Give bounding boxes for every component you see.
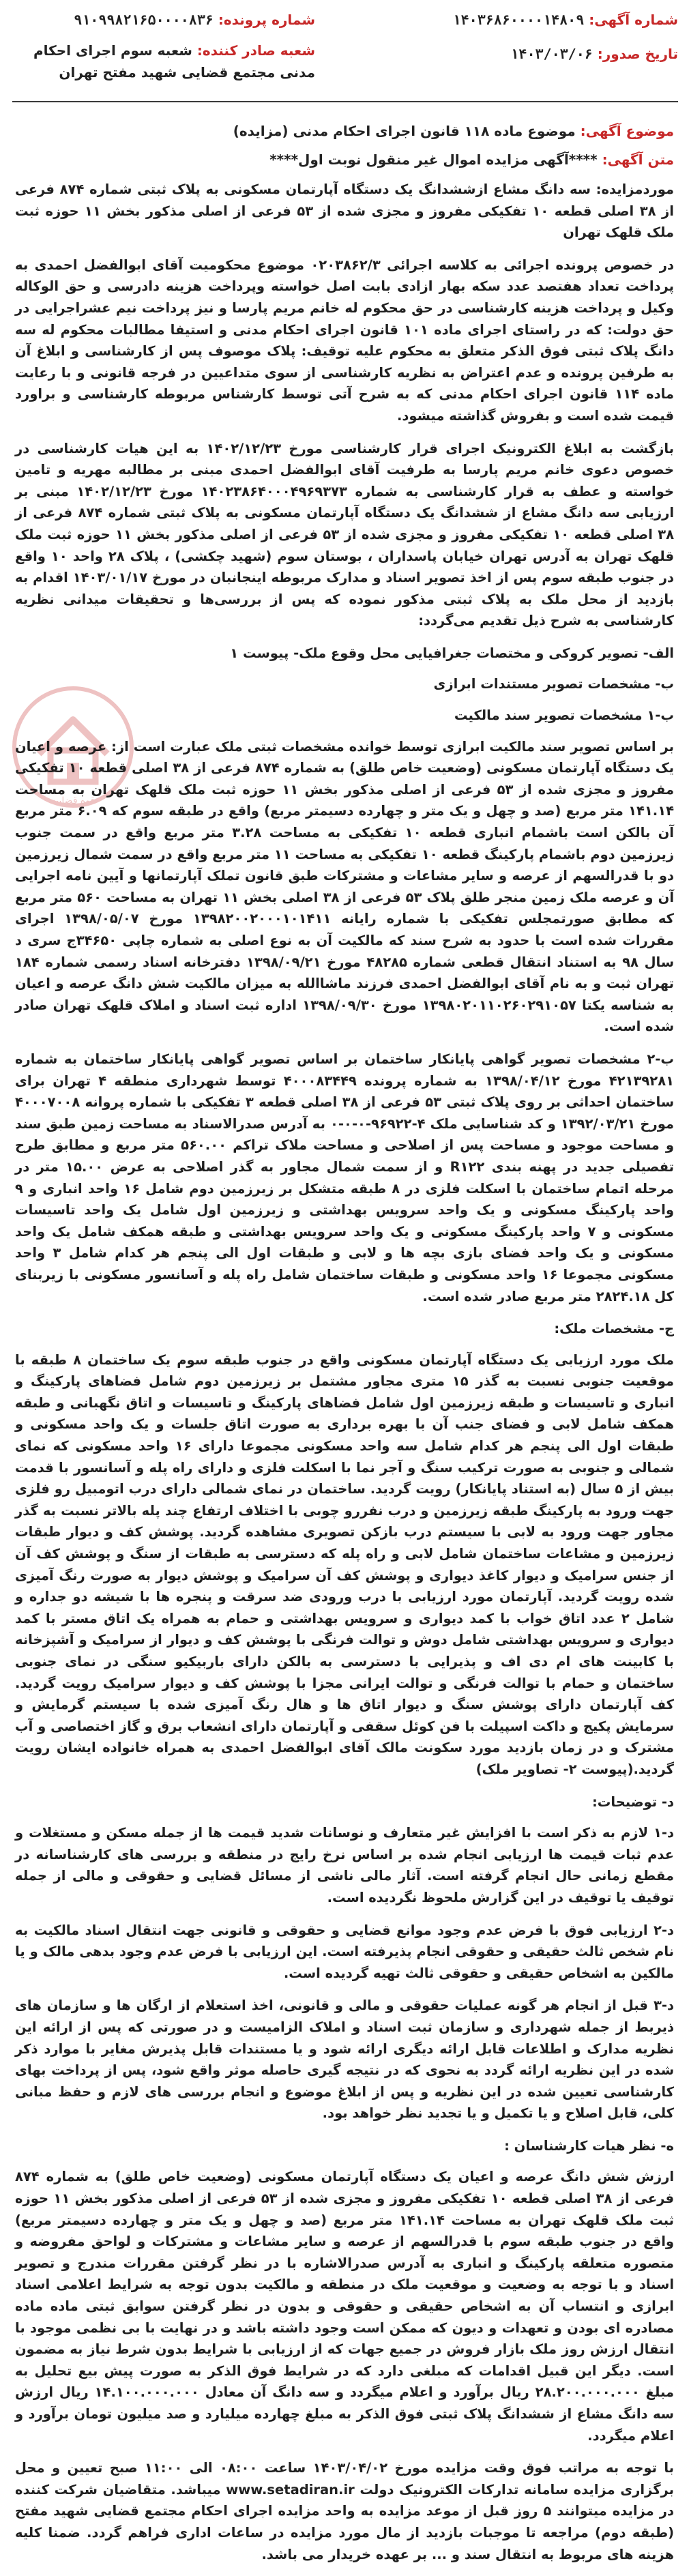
section-property-heading: ج- مشخصات ملک: [554,1321,674,1337]
paragraph-note-2: د-۲ ارزیابی فوق با فرض عدم وجود موانع قضایی و حقوقی و قانونی جهت انتقال اسناد مالکیت به نام شخص ثالث حقیقی و حقوقی انجام پذیرفته است. این ارزیابی با فرض عدم وجود بدهی مالک و یا مالکین به اشخاص حقیقی و حقوقی ثالث تهیه گردیده است. [15,1922,674,1981]
paragraph-property-details: ملک مورد ارزیابی یک دستگاه آپارتمان مسکونی واقع در جنوب طبقه سوم یک ساختمان ۸ طبقه با موقعیت جنوبی نسبت به گذر ۱۵ متری مجاور مشتمل بر زیرزمین دوم شامل فضاهای پارکینگ و انباری و تاسیسات و طبقه زیرزمین اول شامل فضاهای پارکینگ و تاسیسات و اتاق نگهبانی و طبقه همکف شامل لابی و فضای جنب آن با بهره برداری به صورت اتاق جلسات و یک واحد مسکونی و طبقات اول الی پنجم هر کدام شامل سه واحد مسکونی مجموعا دارای ۱۶ واحد مسکونی که نمای شمالی و جنوبی به صورت ترکیب سنگ و آجر نما با اسکلت فلزی و دارای راه پله و آسانسور با قدمت بیش از ۵ سال (به استناد پایانکار) رویت گردید. ساختمان در نمای شمالی دارای درب اتومبیل رو فلزی جهت ورود به پارکینگ طبقه زیرزمین و درب نفررو چوبی با اختلاف ارتفاع چند پله بالاتر نسبت به گذر مجاور جهت ورود به لابی با سیستم درب بازکن تصویری مشاهده گردید. پوشش کف و دیوار طبقات زیرزمین و مشاعات ساختمان شامل لابی و راه پله که دسترسی به طبقات از سنگ و پوشش کف آن از جنس سرامیک و دیوار کاغذ دیواری و پوشش کف آن سرامیک و پوشش دیوار به صورت رنگ آمیزی شده رویت گردید. آپارتمان مورد ارزیابی با درب ورودی ضد سرقت و پنجره ها با شیشه دو جداره و شامل ۲ عدد اتاق خواب با کمد دیواری و سرویس بهداشتی و حمام به همراه یک اتاق مستر با کمد دیواری و سرویس بهداشتی شامل دوش و توالت فرنگی با پوشش کف و دیوار از سرامیک و آشپزخانه با کابینت های ام دی اف و پذیرایی با دسترسی به بالکن دارای باربیکیو سنگی در نمای جنوبی ساختمان و حمام با توالت فرنگی و توالت ایرانی مجزا با پوشش کف و دیوار سرامیک رویت گردید. کف آپارتمان دارای پوشش سنگ و دیوار اتاق ها و هال رنگ آمیزی شده با سیستم گرمایش و سرمایش پکیج و داکت اسپیلت با فن کوئل سقفی و آپارتمان دارای انشعاب برق و گاز اختصاصی و آب مشترک و در زمان بازدید مورد سکونت مالک آقای ابوالفضل احمدی به همراه خانواده ایشان رویت گردید.(پیوست ۲- تصاویر ملک) [15,1351,674,1777]
ad-number-label: شماره آگهی: [589,12,678,28]
issue-date-row [357,44,678,64]
case-number-value: ۹۱۰۹۹۸۲۱۶۵۰۰۰۰۸۳۶ [74,12,214,28]
paragraph-valuation: ارزش شش دانگ عرصه و اعیان یک دستگاه آپارتمان مسکونی (وضعیت خاص طلق) به شماره ۸۷۴ فرعی از ۳۸ اصلی قطعه ۱۰ تفکیکی مفروز و مجزی شده از ۵۳ فرعی از اصلی مذکور بخش ۱۱ حوزه ثبت ملک قلهک تهران به مساحت ۱۴۱.۱۴ متر مربع (صد و چهل و یک متر و چهارده دسیمتر مربع) واقع در جنوب طبقه سوم با قدرالسهم از عرصه و سایر مشاعات و مشترکات و لواحق مفروضه و متصوره متعلقه پارکینگ و انباری به آدرس صدرالاشاره با در نظر گرفتن مقررات مندرج و تصویر اسناد و با توجه به وضعیت و موقعیت ملک در منطقه و مالکیت بدون توجه به شرایط اعلامی اسناد ابرازی و انتساب آن به اشخاص حقیقی و حقوقی و بدون در نظر گرفتن سوابق ثبتی ماده ماده مصادره ای بودن و تعهدات و دیون که ممکن است وجود داشته باشد و در نهایت با بی نظمی موجود با انتقال ارزش روز ملک بازار فروش در جمیع جهات که از ارزیابی با شرایط بدون شرط نیاز به مضمون است. دیگر این قبیل اقدامات که مبلغی دارد که در شرایط فوق الذکر به صورت پیش بیع تحلیل به مبلغ ۲۸.۲۰۰.۰۰۰.۰۰۰ ریال برآورد و اعلام میگردد و سه دانگ آن معادل ۱۴.۱۰۰.۰۰۰.۰۰۰ ریال ارزش سه دانگ مشاع از ششدانگ پلاک ثبتی فوق الذکر به مبلغ چهارده میلیارد و صد میلیون تومان برآورد و اعلام میگردد. [15,2169,675,2444]
paragraph-completion-certificate: ب-۲ مشخصات تصویر گواهی پایانکار ساختمان بر اساس تصویر گواهی پایانکار ساختمان به شماره ۴۲۱۳۹۲۸۱ مورخ ۱۳۹۸/۰۴/۱۲ به شماره پرونده ۴۰۰۰۸۳۴۴۹ توسط شهرداری منطقه ۴ تهران برای ساختمان احداثی بر روی پلاک ثبتی ۵۳ فرعی از ۳۸ اصلی قطعه ۳ تفکیکی با شماره پروانه ۴۰۰۰۷۰۰۸ مورخ ۱۳۹۲/۰۳/۲۱ و کد شناسایی ملک ۴-۹۶۹۲۲-۰-۰-۰ به آدرس صدرالاسناد به مساحت زمین طبق سند و مساحت موجود و مساحت پس از اصلاحی و مساحت ملاک تراکم ۵۶۰.۰۰ متر مربع و مطابق طرح تفصیلی جدید در پهنه بندی R۱۲۲ و از سمت شمال مجاور به گذر اصلاحی به عرض ۱۵.۰۰ متر در مرحله اتمام ساختمان با اسکلت فلزی در ۸ طبقه متشکل بر زیرزمین دوم شامل ۱۶ واحد انباری و ۹ واحد پارکینگ مسکونی و یک واحد سرویس بهداشتی و زیرزمین اول شامل یک واحد تاسیسات مسکونی و ۷ واحد پارکینگ مسکونی و یک واحد سرویس بهداشتی و طبقه همکف شامل یک واحد مسکونی و یک واحد فضای بازی بچه ها و لابی و طبقات اول الی پنجم هر کدام شامل ۳ واحد مسکونی مجموعا ۱۶ واحد مسکونی و طبقات ساختمان شامل راه پله و آسانسور مسکونی با زیربنای کل ۲۸۲۴.۱۸ متر مربع صادر شده است. [15,1051,674,1304]
paragraph-note-3: د-۳ قبل از انجام هر گونه عملیات حقوقی و مالی و قانونی، اخذ استعلام از ارگان ها و سازمان های ذیربط از جمله شهرداری و سازمان ثبت اسناد و املاک الزامیست و در صورتی که پس از ارائه این نظریه مدارک و اطلاعات قابل ارائه دیگری ارائه شود و یا مستندات قابل پذیرش مغایر با موارد ذکر شده در این نظریه ارائه گردد به نحوی که در نتیجه گیری حاصله موثر واقع شود، پس از پرداخت بهای کارشناسی تعیین شده در این نظریه و پس از ابلاغ موضوع و انجام بررسی های لازم و حفظ مبانی کلی، قابل اصلاح و یا تکمیل و یا تجدید نظر خواهد بود. [15,1997,674,2122]
section-be1-heading: ب-۱ مشخصات تصویر سند مالکیت [454,707,674,724]
ad-header-left [15,10,315,83]
ad-text-title: ****آگهی مزایده اموال غیر منقول نوبت اول**** [269,151,598,168]
case-number-row [15,10,315,30]
ad-number-row [357,10,678,30]
issue-date-label: تاریخ صدور: [597,46,678,62]
paragraph-title-deed: بر اساس تصویر سند مالکیت ابرازی توسط خوانده مشخصات ثبتی ملک عبارت است از: عرصه و اعیان یک دستگاه آپارتمان مسکونی (وضعیت خاص طلق) به شماره ۸۷۴ فرعی از ۳۸ اصلی قطعه ۱۰ تفکیکی مفروز و مجزی شده از ۵۳ فرعی از اصلی مذکور بخش ۱۱ حوزه ثبت ملک قلهک تهران به مساحت ۱۴۱.۱۴ متر مربع (صد و چهل و یک متر و چهارده دسیمتر مربع) واقع در طبقه سوم که ۶.۰۹ متر مربع آن بالکن است باشمام انباری قطعه ۱۰ تفکیکی به مساحت ۳.۲۸ متر مربع واقع در سمت جنوب زیرزمین دوم باشمام پارکینگ قطعه ۱۰ تفکیکی به مساحت ۱۱ متر مربع واقع در سمت شمال زیرزمین دو با قدرالسهم از عرصه و سایر مشاعات و مشترکات طبق قانون تملک آپارتمانها و آیین نامه اجرایی آن و عرصه ملک زمین منجر طلق پلاک ۵۳ فرعی از ۳۸ اصلی بخش ۱۱ تهران به مساحت ۵۶۰ متر مربع که مطابق صورتمجلس تفکیکی با شماره رایانه ۱۳۹۸۲۰۰۲۰۰۰۱۰۱۴۱۱ مورخ ۱۳۹۸/۰۵/۰۷ اجرای مقررات شده است با حدود به شرح سند که مالکیت آن به نوع اصلی به شماره چاپی ۳۴۶۵۰ج سری د سال ۹۸ به استناد انتقال قطعی شماره ۴۸۲۸۵ مورخ ۱۳۹۸/۰۹/۲۱ دفترخانه اسناد رسمی شماره ۱۸۴ تهران ثبت و به نام آقای ابوالفضل احمدی فرزند ماشاالله به میزان مالکیت شش دانگ عرصه و اعیان به شناسه یکتا ۱۳۹۸۰۲۰۱۱۰۲۶۰۲۹۱۰۵۷ مورخ ۱۳۹۸/۰۹/۳۰ اداره ثبت اسناد و املاک قلهک تهران صادر شده است. [15,738,675,1035]
issue-date-value: ۱۴۰۳/۰۳/۰۶ [510,46,593,62]
ad-body [15,179,674,2576]
watermark-text: قوه قضاییه [50,795,96,806]
ad-header [15,10,678,97]
ad-number-value: ۱۴۰۳۶۸۶۰۰۰۰۱۴۸۰۹ [452,12,585,28]
paragraph-note-1: د-۱ لازم به ذکر است با افزایش غیر متعارف و نوسانات شدید قیمت ها از جمله مسکن و مستغلات و عدم ثبات قیمت ها ارزیابی انجام شده بر اساس نرخ رایج در منطقه و بررسی های کارشناسانه در مقطع زمانی حال انجام گرفته است. آثار مالی ناشی از مسائل قضایی و حقوقی و مالی از جمله توقیف یا توقیف در این گزارش ملحوظ نگردیده است. [15,1825,674,1905]
issuer-row [15,40,315,83]
subject-label: موضوع آگهی: [580,123,674,139]
paragraph-case-background: در خصوص پرونده اجرائی به کلاسه اجرائی ۰۲۰۳۸۶۲/۳ موضوع محکومیت آقای ابوالفضل احمدی به پرداخت تعداد هفتصد عدد سکه بهار ازادی بابت اصل خواسته وپرداخت هزینه دادرسی و حق الوکاله وکیل و پرداخت هزینه کارشناسی در حق محکوم له خانم مریم پارسا و نیز پرداخت نیم عشراجرایی در حق دولت: که در راستای اجرای ماده ۱۰۱ قانون اجرای احکام مدنی و استیفا مطالبات محکوم له سه دانگ پلاک ثبتی فوق الذکر متعلق به محکوم علیه توقیف: پلاک موصوف پس از کارشناسی و ابلاغ آن به طرفین پرونده و عدم اعتراض به نظریه کارشناسی از سوی متداعیین در فرجه قانونی و با رعایت ماده ۱۱۴ قانون اجرای احکام مدنی که به شرح آتی توسط کارشناس مربوطه کارشناسی و براورد قیمت شده است و بفروش گذاشته میشود. [15,257,675,424]
ad-header-right [357,10,678,64]
paragraph-expert-referral: بازگشت به ابلاغ الکترونیک اجرای قرار کارشناسی مورخ ۱۴۰۲/۱۲/۲۳ به این هیات کارشناسی در خصوص دعوی خانم مریم پارسا به طرفیت آقای ابوالفضل احمدی مبنی بر مطالبه مهریه و تامین خواسته و عطف به قرار کارشناسی به شماره ۱۴۰۲۳۸۶۴۰۰۰۴۹۶۹۳۷۳ مورخ ۱۴۰۲/۱۲/۲۳ مبنی بر ارزیابی سه دانگ مشاع از ششدانگ یک دستگاه آپارتمان مسکونی به پلاک ثبتی شماره ۸۷۴ فرعی از ۳۸ اصلی قطعه ۱۰ تفکیکی مفروز و مجزی شده از ۵۳ فرعی از اصلی مذکور بخش ۱۱ حوزه ثبت ملک قلهک تهران به آدرس تهران خیابان پاسداران ، بوستان سوم (شهید چکشی) ، پلاک ۲۸ واحد ۱۰ واقع در جنوب طبقه سوم پس از اخذ تصویر اسناد و مدارک مربوطه اینجانبان در مورخ ۱۴۰۳/۰۱/۱۷ اقدام به بازدید از محل ملک به پلاک ثبتی مذکور نموده که پس از بررسی‌ها و تحقیقات میدانی نظریه کارشناسی به شرح ذیل تقدیم می‌گردد: [15,440,675,629]
header-divider [12,101,678,102]
section-be-heading: ب- مشخصات تصویر مستندات ابرازی [433,676,674,692]
case-number-label: شماره پرونده: [218,12,315,28]
subject-row [15,120,674,142]
subject-text: موضوع ماده ۱۱۸ قانون اجرای احکام مدنی (مزایده) [233,123,576,139]
paragraph-auction-schedule: با توجه به مراتب فوق وقت مزایده مورخ ۱۴۰۳/۰۴/۰۲ ساعت ۰۸:۰۰ الی ۱۱:۰۰ صبح تعیین و محل برگزاری مزایده سامانه تدارکات الکترونیک دولت www.setadiran.ir میباشد. متقاضیان شرکت کننده در مزایده میتوانند ۵ روز قبل از موعد مزایده به واحد مزایده اجرای احکام مجتمع قضایی شهید مفتح (طبقه دوم) مراجعه تا موجبات بازدید از مال مورد مزایده در ساعات اداری فراهم گردد. ضمنا کلیه هزینه های مربوط به انتقال سند و ... بر عهده خریدار می باشد. [15,2460,675,2562]
issuer-value: شعبه سوم اجرای احکام مدنی مجتمع قضایی شهید مفتح تهران [33,42,315,80]
ad-text-label: متن آگهی: [602,151,674,168]
ad-text-row [15,149,674,171]
section-notes-heading: د- توضیحات: [591,1794,674,1810]
issuer-label: شعبه صادر کننده: [196,42,315,59]
section-experts-opinion-heading: ه- نظر هیات کارشناسان : [504,2137,674,2154]
paragraph-subject-item: موردمزایده: سه دانگ مشاع ازششدانگ یک دستگاه آپارتمان مسکونی به پلاک ثبتی شماره ۸۷۴ فرعی از ۳۸ اصلی قطعه ۱۰ تفکیکی مفروز و مجزی شده از ۵۳ فرعی از اصلی مذکور بخش ۱۱ حوزه ثبت ملک قلهک تهران [15,181,674,241]
section-alef-heading: الف- تصویر کروکی و مختصات جغرافیایی محل وقوع ملک- پیوست ۱ [230,645,674,661]
